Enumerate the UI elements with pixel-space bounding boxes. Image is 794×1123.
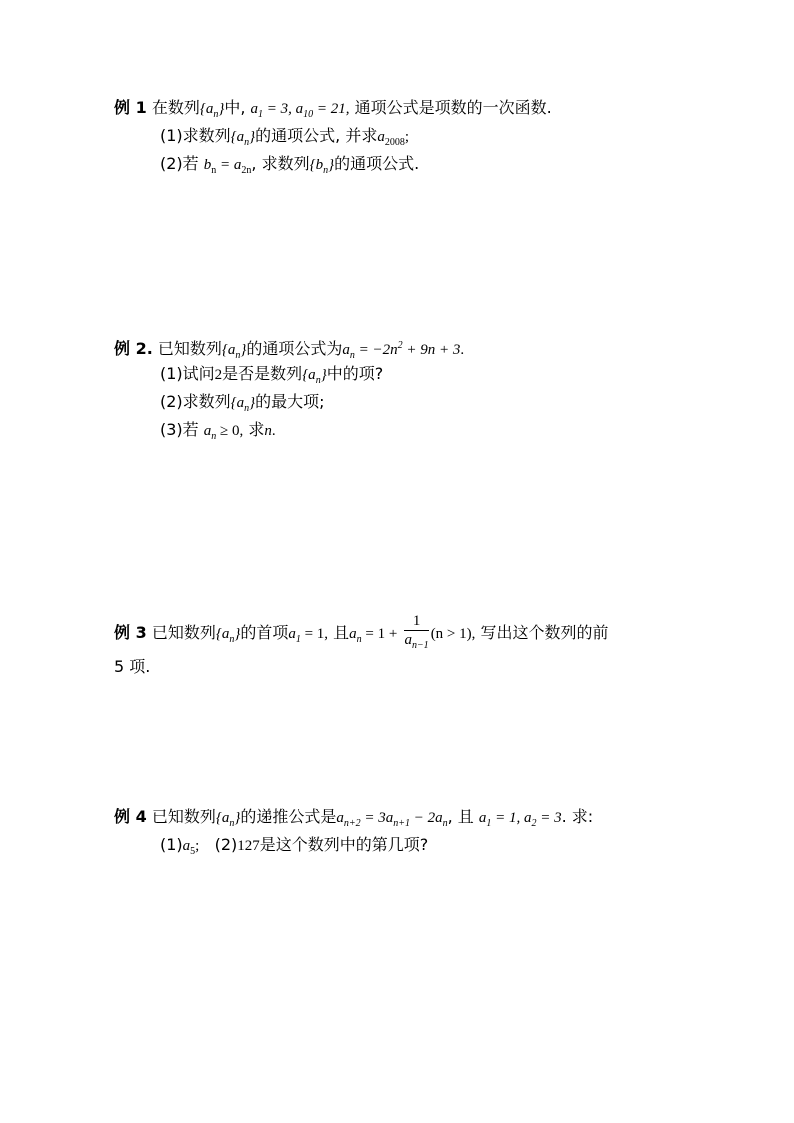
example-1-condition: $a_1 = 3$, $a_{10} = 21$, — [250, 101, 350, 120]
example-1-question-1: (1)求数列$\{a_n\}$的通项公式, 并求$a_{2008}$; — [160, 126, 410, 149]
example-1-label: 例 1 — [114, 98, 147, 117]
example-3-continuation: 5 项. — [114, 657, 151, 676]
example-4-label: 例 4 — [114, 807, 147, 826]
example-4-statement: 例 4 已知数列$\{a_n\}$的递推公式是$a_{n+2} = 3a_{n+1} - 2a_n$, 且 $a_1 = 1$, $a_2 = 3$. 求: — [114, 807, 594, 829]
example-2-statement: 例 2. 已知数列$\{a_n\}$的通项公式为$a_n = -2n^2 + 9n + 3$. — [114, 339, 465, 361]
example-1-statement: 例 1 在数列$\{a_n\}$中, $a_1 = 3$, $a_{10} = 21$, 通项公式是项数的一次函数. — [114, 98, 552, 120]
example-2-label: 例 2. — [114, 339, 153, 358]
example-4-questions: $(1)a_5$; (2)127是这个数列中的第几项? — [160, 835, 429, 858]
example-3-label: 例 3 — [114, 623, 147, 642]
example-3-statement: 例 3 已知数列$\{a_n\}$的首项$a_1 = 1$, 且$a_n = 1$ + $\frac{1}{a_{n-1}}$ (n > 1), 写出这个数列的前 — [114, 612, 609, 660]
example-3-fraction: $\frac{1}{a_{n-1}}$ — [404, 613, 429, 651]
example-4-recurrence: $a_{n+2} = 3a_{n+1} - 2a_n$ — [336, 810, 448, 829]
example-1-question-2: (2)若 $b_n = a_{2n}$, 求数列$\{b_n\}$的通项公式. — [160, 154, 420, 177]
example-2-question-3: (3)若 $a_n \ge 0$, 求n. — [160, 420, 276, 442]
example-2-formula: $a_n = -2n^2 + 9n + 3$ — [342, 340, 461, 361]
example-2-question-2: (2)求数列$\{a_n\}$的最大项; — [160, 392, 325, 414]
example-2-question-1: (1)试问2是否是数列$\{a_n\}$中的项? — [160, 364, 384, 386]
